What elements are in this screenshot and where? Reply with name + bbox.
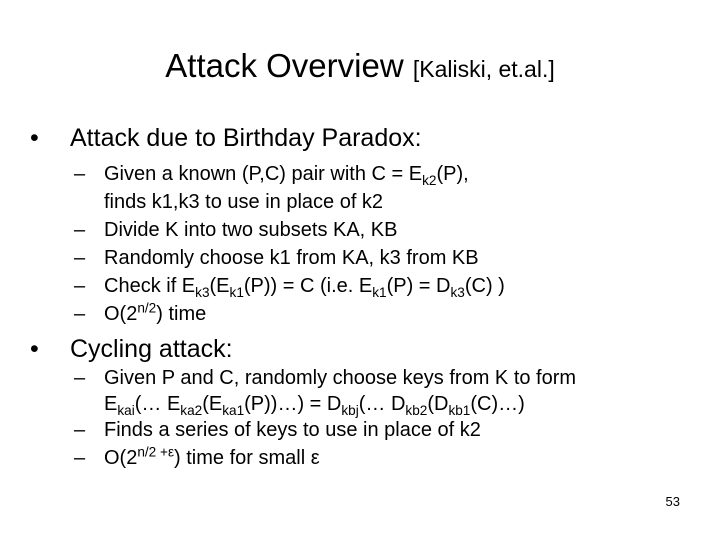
slide-title (0, 46, 720, 89)
page-number: 53 (665, 494, 680, 509)
sub-item-text: $O(2^{n/2})$ time (104, 300, 207, 325)
dash: – (74, 303, 86, 325)
dash: – (74, 163, 86, 185)
bullet-dot: • (30, 335, 39, 363)
sub-item-text: Given P and C, randomly choose keys from K to form (104, 367, 577, 389)
sub-item-text: Finds a series of keys to use in place of k2 (104, 419, 481, 441)
sub-item-text: Randomly choose k1 from KA, k3 from KB (104, 247, 479, 269)
title-citation: [Kaliski, et.al.] (412, 56, 555, 82)
bullet-dot: • (30, 124, 39, 152)
bullet-label: Attack due to Birthday Paradox: (70, 124, 422, 152)
dash: – (74, 367, 86, 389)
bullet-label: Cycling attack: (70, 335, 233, 363)
sub-item-text: Given a known (P,C) pair with $C = E_{k2}(P)$, (104, 163, 469, 188)
dash: – (74, 419, 86, 441)
title-main: Attack Overview (165, 47, 404, 84)
sub-item-text: Divide K into two subsets KA, KB (104, 219, 398, 241)
sub-item-text: finds k1,k3 to use in place of k2 (104, 191, 384, 213)
sub-item-text: $E_{kai}(\dots$ $E_{ka2}(E_{ka1}(P))\dots$) = $D_{kbj}(\dots$ $D_{kb2}(D_{kb1}(C)\dots)$ (104, 393, 525, 418)
sub-item-text: $O(2^{n/2 +\varepsilon})$ time for small ε (104, 444, 320, 469)
dash: – (74, 247, 86, 269)
dash: – (74, 219, 86, 241)
sub-item-text: Check if $E_{k3}(E_{k1}(P)) = C$ (i.e. $E_{k1}(P) = D_{k3}(C)$ ) (104, 275, 505, 300)
dash: – (74, 447, 86, 469)
dash: – (74, 275, 86, 297)
